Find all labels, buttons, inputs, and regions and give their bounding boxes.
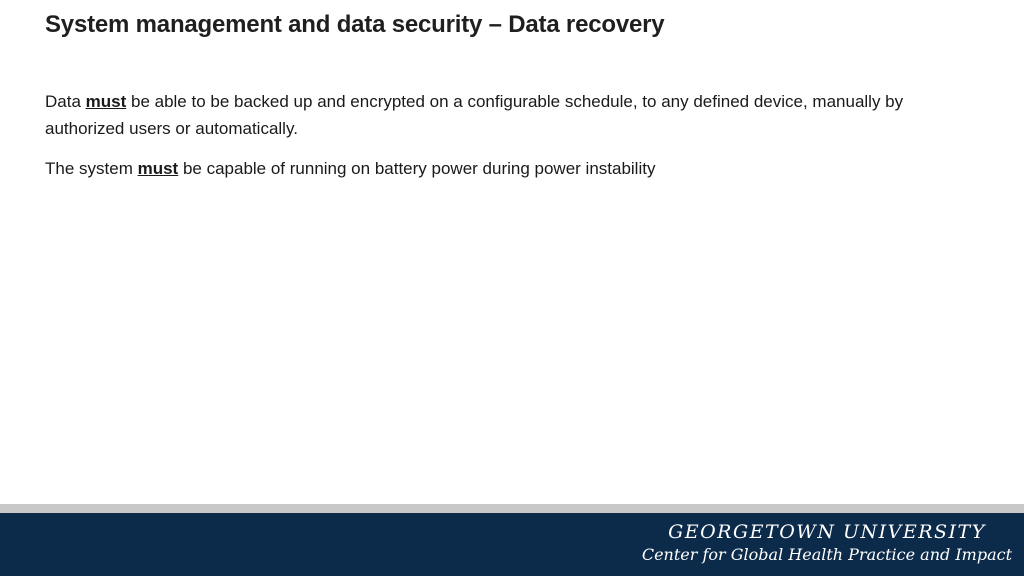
paragraph-backup-emphasis: must (85, 92, 127, 111)
logo-university-name: GEORGETOWN UNIVERSITY (668, 521, 986, 543)
paragraph-backup-after: be able to be backed up and encrypted on a configurable schedule, to any defined device, manually by authorized users or automatically. (45, 92, 904, 138)
paragraph-backup (45, 88, 945, 142)
paragraph-battery (45, 155, 945, 182)
paragraph-battery-emphasis: must (137, 159, 179, 178)
paragraph-battery-after: be capable of running on battery power during power instability (178, 159, 656, 178)
paragraph-battery-before: The system (45, 159, 138, 178)
paragraph-backup-before: Data (45, 92, 86, 111)
slide-title: System management and data security – Data recovery (45, 11, 665, 38)
slide-body (45, 88, 945, 195)
logo-center-name: Center for Global Health Practice and Impact (641, 545, 1012, 564)
footer-rule (0, 504, 1024, 513)
georgetown-logo (642, 520, 1012, 566)
